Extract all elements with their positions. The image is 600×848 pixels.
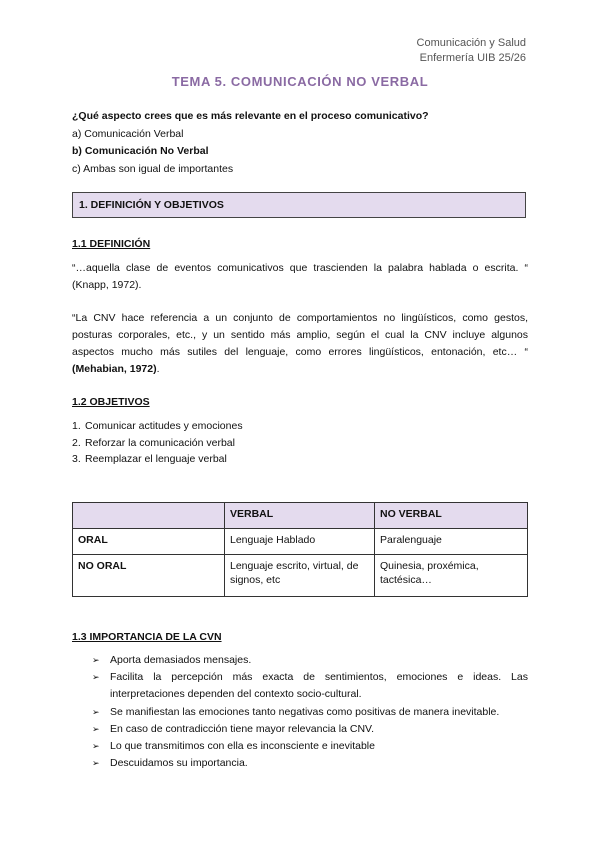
page-header [417,36,526,66]
quiz-block [72,108,429,178]
list-item: ➢ Se manifiestan las emociones tanto negativas como positivas de manera inevitable. [92,704,528,721]
definicion-heading: 1.1 DEFINICIÓN [72,238,151,250]
program-name: Enfermería UIB 25/26 [419,52,526,64]
quote-text: “La CNV hace referencia a un conjunto de comportamientos no lingüísticos, como gestos, posturas corporales, etc., y un sentido más amplio, según el cual la CNV incluye algunos aspectos mucho más sutiles del lenguaje, como errores lingüísticos, entonación, etc… “ [72,312,528,358]
list-item: 3. Reemplazar el lenguaje verbal [72,453,227,465]
page-title: TEMA 5. COMUNICACIÓN NO VERBAL [171,74,429,89]
arrow-bullet-icon: ➢ [92,741,100,752]
quiz-option-b: b) Comunicación No Verbal [72,145,209,157]
definicion-quote-mehabian [72,310,528,378]
table-row-label: ORAL [73,529,225,555]
quiz-question: ¿Qué aspecto crees que es más relevante en el proceso comunicativo? [72,110,429,122]
quote-end: . [156,363,160,375]
arrow-bullet-icon: ➢ [92,655,100,665]
list-item: 1. Comunicar actitudes y emociones [72,420,243,432]
table-cell: Lenguaje Hablado [225,529,375,555]
table-row-label: NO ORAL [73,555,225,597]
arrow-bullet-icon: ➢ [92,758,100,769]
table-header-row [73,503,528,529]
table-cell: Paralenguaje [375,529,528,555]
objetivos-list [72,418,243,468]
list-item: ➢ Lo que transmitimos con ella es inconsciente e inevitable [92,738,528,755]
list-item: ➢ En caso de contradicción tiene mayor relevancia la CNV. [92,721,528,738]
quiz-option-a: a) Comunicación Verbal [72,127,184,140]
quiz-option-c: c) Ambas son igual de importantes [72,162,234,175]
objetivos-heading: 1.2 OBJETIVOS [72,396,150,408]
table-row [73,529,528,555]
list-item: ➢ Descuidamos su importancia. [92,755,528,772]
list-item: ➢ Aporta demasiados mensajes. [92,652,528,669]
arrow-bullet-icon: ➢ [92,723,100,734]
arrow-bullet-icon: ➢ [92,672,100,683]
table-header-verbal: VERBAL [225,503,375,529]
verbal-no-verbal-table [72,502,528,597]
course-name: Comunicación y Salud [416,37,526,49]
importancia-list [92,652,528,772]
table-cell: Lenguaje escrito, virtual, de signos, etc [225,555,375,597]
table-row [73,555,528,597]
section-heading-definicion-objetivos: 1. DEFINICIÓN Y OBJETIVOS [72,192,526,218]
table-header-no-verbal: NO VERBAL [375,503,528,529]
table-cell: Quinesia, proxémica, tactésica… [375,555,528,597]
definicion-quote-knapp: “…aquella clase de eventos comunicativos que trascienden la palabra hablada o escrita. “ (Knapp, 1972). [72,262,528,291]
importancia-heading: 1.3 IMPORTANCIA DE LA CVN [72,631,222,643]
quote-author: (Mehabian, 1972) [72,363,157,375]
table-header-empty [73,503,225,529]
arrow-bullet-icon: ➢ [92,706,100,717]
list-item: ➢ Facilita la percepción más exacta de sentimientos, emociones e ideas. Las interpretaciones dependen del contexto socio-cultural. [92,669,528,703]
list-item: 2. Reforzar la comunicación verbal [72,436,235,449]
